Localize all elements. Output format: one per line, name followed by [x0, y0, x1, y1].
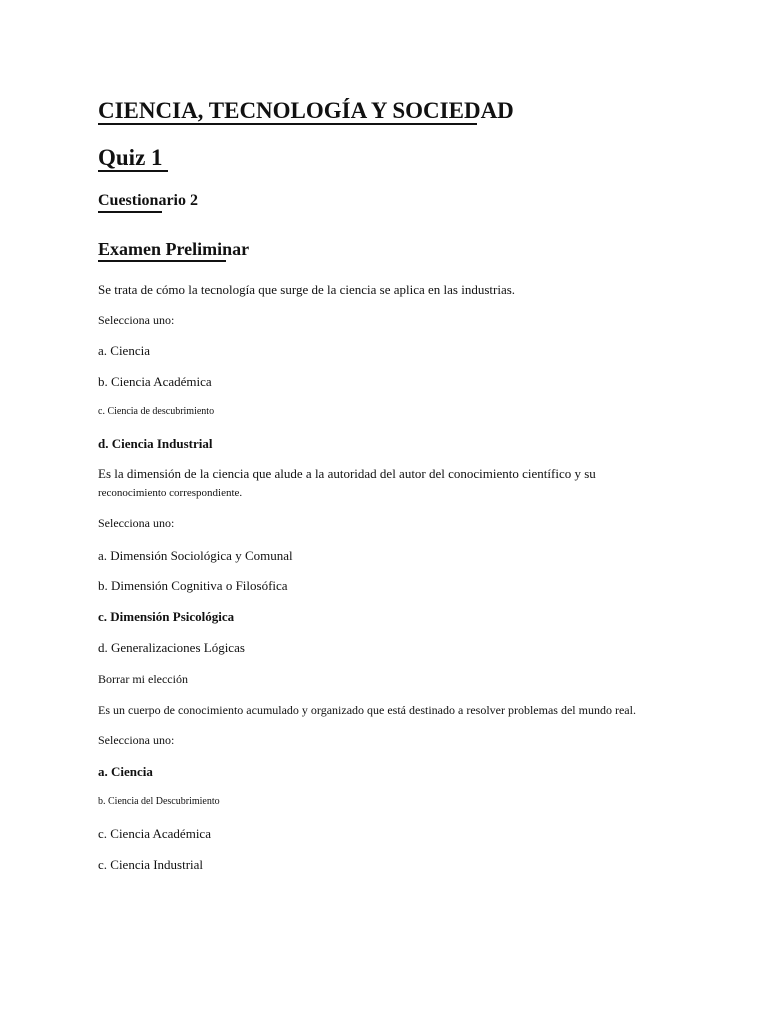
- question-2-option-c[interactable]: c. Dimensión Psicológica: [98, 609, 235, 624]
- question-1-option-c[interactable]: c. Ciencia de descubrimiento: [98, 406, 215, 417]
- question-1-text: Se trata de cómo la tecnología que surge de la ciencia se aplica en las industrias.: [98, 282, 516, 297]
- quiz-underline: [98, 170, 168, 172]
- examen-heading-wrap: [98, 239, 249, 260]
- question-1-option-a[interactable]: a. Ciencia: [98, 343, 150, 358]
- question-3-option-c[interactable]: c. Ciencia Académica: [98, 826, 211, 841]
- quiz-heading: Quiz 1: [98, 145, 163, 170]
- question-3-option-b[interactable]: b. Ciencia del Descubrimiento: [98, 796, 220, 807]
- cuestionario-underline: [98, 211, 162, 213]
- question-2-option-a[interactable]: a. Dimensión Sociológica y Comunal: [98, 548, 293, 563]
- quiz-heading-line: [98, 145, 163, 171]
- quiz-heading-wrap: [98, 145, 163, 171]
- title-underline: [98, 123, 477, 125]
- examen-heading: Examen Preliminar: [98, 239, 250, 259]
- examen-heading-line: [98, 239, 249, 260]
- cuestionario-heading-wrap: [98, 192, 198, 210]
- question-2-clear-choice[interactable]: Borrar mi elección: [98, 672, 188, 686]
- question-3-option-a[interactable]: a. Ciencia: [98, 764, 153, 779]
- question-1-prompt: Selecciona uno:: [98, 313, 175, 327]
- question-1-option-d[interactable]: d. Ciencia Industrial: [98, 436, 213, 451]
- question-2-prompt: Selecciona uno:: [98, 516, 175, 530]
- question-2-option-d[interactable]: d. Generalizaciones Lógicas: [98, 640, 245, 655]
- question-3-text: Es un cuerpo de conocimiento acumulado y organizado que está destinado a resolver problemas del mundo real.: [98, 703, 636, 717]
- question-1-option-b[interactable]: b. Ciencia Académica: [98, 374, 212, 389]
- question-3-prompt: Selecciona uno:: [98, 733, 175, 747]
- document-title-wrap: [98, 98, 514, 124]
- question-3-option-d[interactable]: c. Ciencia Industrial: [98, 857, 204, 872]
- question-2-option-b[interactable]: b. Dimensión Cognitiva o Filosófica: [98, 578, 288, 593]
- question-2-text-line-1: Es la dimensión de la ciencia que alude a la autoridad del autor del conocimiento científico y su: [98, 466, 596, 481]
- cuestionario-heading: Cuestionario 2: [98, 192, 198, 209]
- cuestionario-heading-line: [98, 192, 198, 210]
- document-title-line: [98, 98, 514, 124]
- document-title: CIENCIA, TECNOLOGÍA Y SOCIEDAD: [98, 98, 514, 123]
- question-2-text-line-2: reconocimiento correspondiente.: [98, 487, 243, 499]
- examen-underline: [98, 260, 226, 262]
